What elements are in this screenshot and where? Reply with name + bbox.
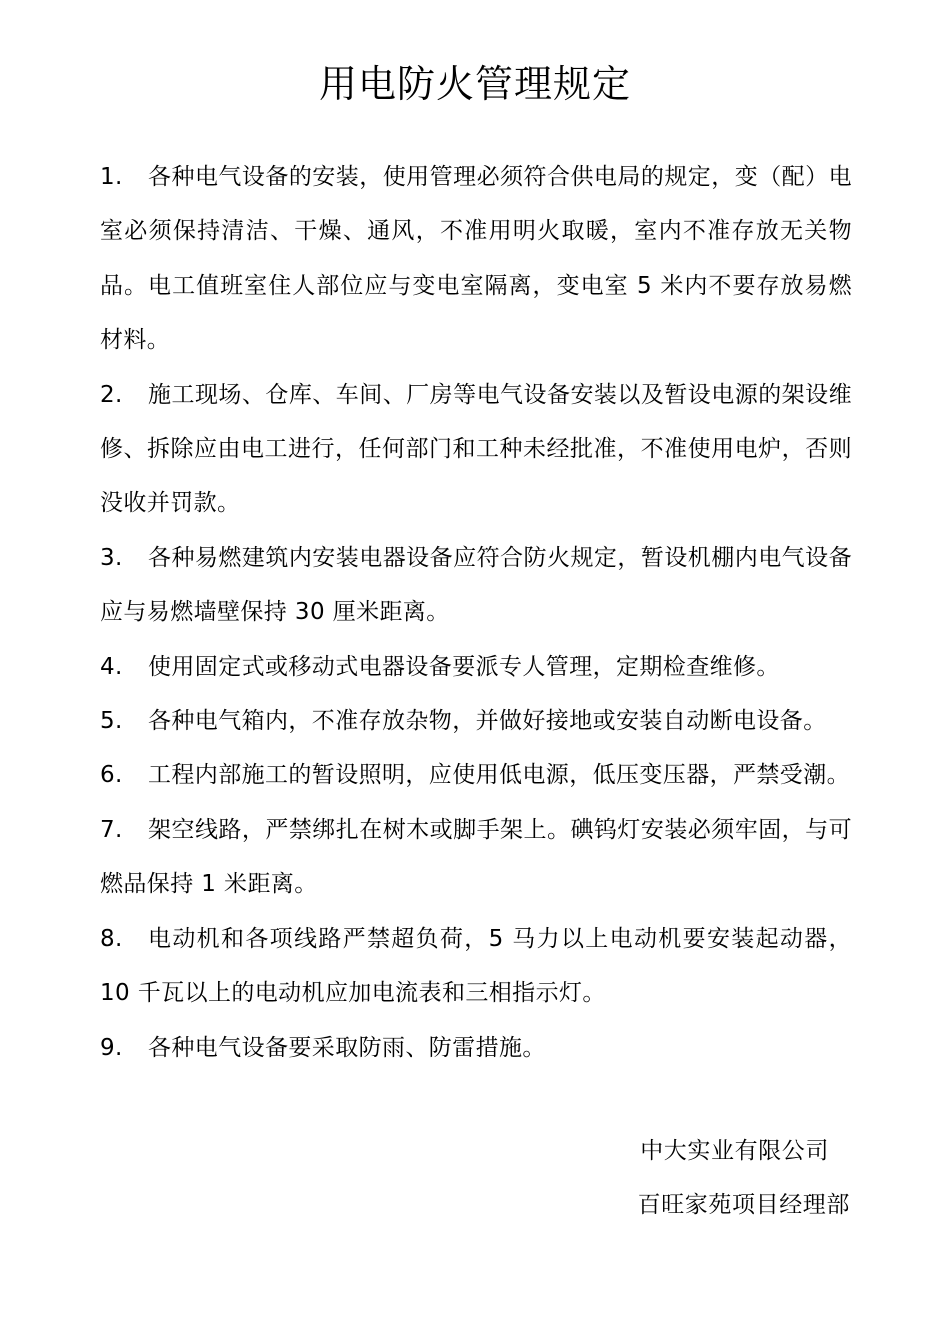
- rule-number: 9.: [100, 1034, 123, 1061]
- rules-list: [100, 150, 852, 1075]
- rule-number: 1.: [100, 164, 123, 190]
- rule-number: 6.: [100, 762, 123, 789]
- rule-item: [100, 640, 852, 694]
- rule-number: 8.: [100, 925, 123, 952]
- rule-item: [100, 368, 852, 531]
- rule-text: 施工现场、仓库、车间、厂房等电气设备安装以及暂设电源的架设维修、拆除应由电工进行，任何部门和工种未经批准，不准使用电炉，否则没收并罚款。: [100, 381, 852, 517]
- rule-item: [100, 531, 852, 640]
- rule-number: 2.: [100, 381, 123, 408]
- signature-department: 百旺家苑项目经理部: [637, 1192, 850, 1218]
- rule-item: [100, 694, 852, 748]
- rule-item: [100, 803, 852, 912]
- rule-text: 各种易燃建筑内安装电器设备应符合防火规定，暂设机棚内电气设备应与易燃墙壁保持 30 厘米距离。: [100, 544, 852, 626]
- rule-number: 3.: [100, 544, 123, 571]
- rule-item: [100, 150, 852, 368]
- rule-text: 电动机和各项线路严禁超负荷，5 马力以上电动机要安装起动器，10 千瓦以上的电动机应加电流表和三相指示灯。: [100, 925, 852, 1007]
- rule-number: 5.: [100, 708, 123, 735]
- rule-item: [100, 912, 852, 1021]
- rule-text: 工程内部施工的暂设照明，应使用低电源，低压变压器，严禁受潮。: [148, 762, 850, 789]
- rule-text: 使用固定式或移动式电器设备要派专人管理，定期检查维修。: [148, 653, 780, 680]
- document-title: 用电防火管理规定: [318, 62, 631, 106]
- rule-item: [100, 1021, 852, 1075]
- rule-text: 各种电气箱内，不准存放杂物，并做好接地或安装自动断电设备。: [148, 708, 827, 735]
- rule-number: 4.: [100, 653, 123, 680]
- rule-item: [100, 748, 852, 802]
- signature-company: 中大实业有限公司: [640, 1138, 829, 1164]
- rule-text: 各种电气设备要采取防雨、防雷措施。: [148, 1034, 546, 1061]
- rule-text: 架空线路，严禁绑扎在树木或脚手架上。碘钨灯安装必须牢固，与可燃品保持 1 米距离。: [100, 816, 852, 898]
- rule-number: 7.: [100, 816, 123, 843]
- rule-text: 各种电气设备的安装，使用管理必须符合供电局的规定，变（配）电室必须保持清洁、干燥、通风，不准用明火取暖，室内不准存放无关物品。电工值班室住人部位应与变电室隔离，变电室 5 米内不要存放易燃材料。: [100, 164, 852, 354]
